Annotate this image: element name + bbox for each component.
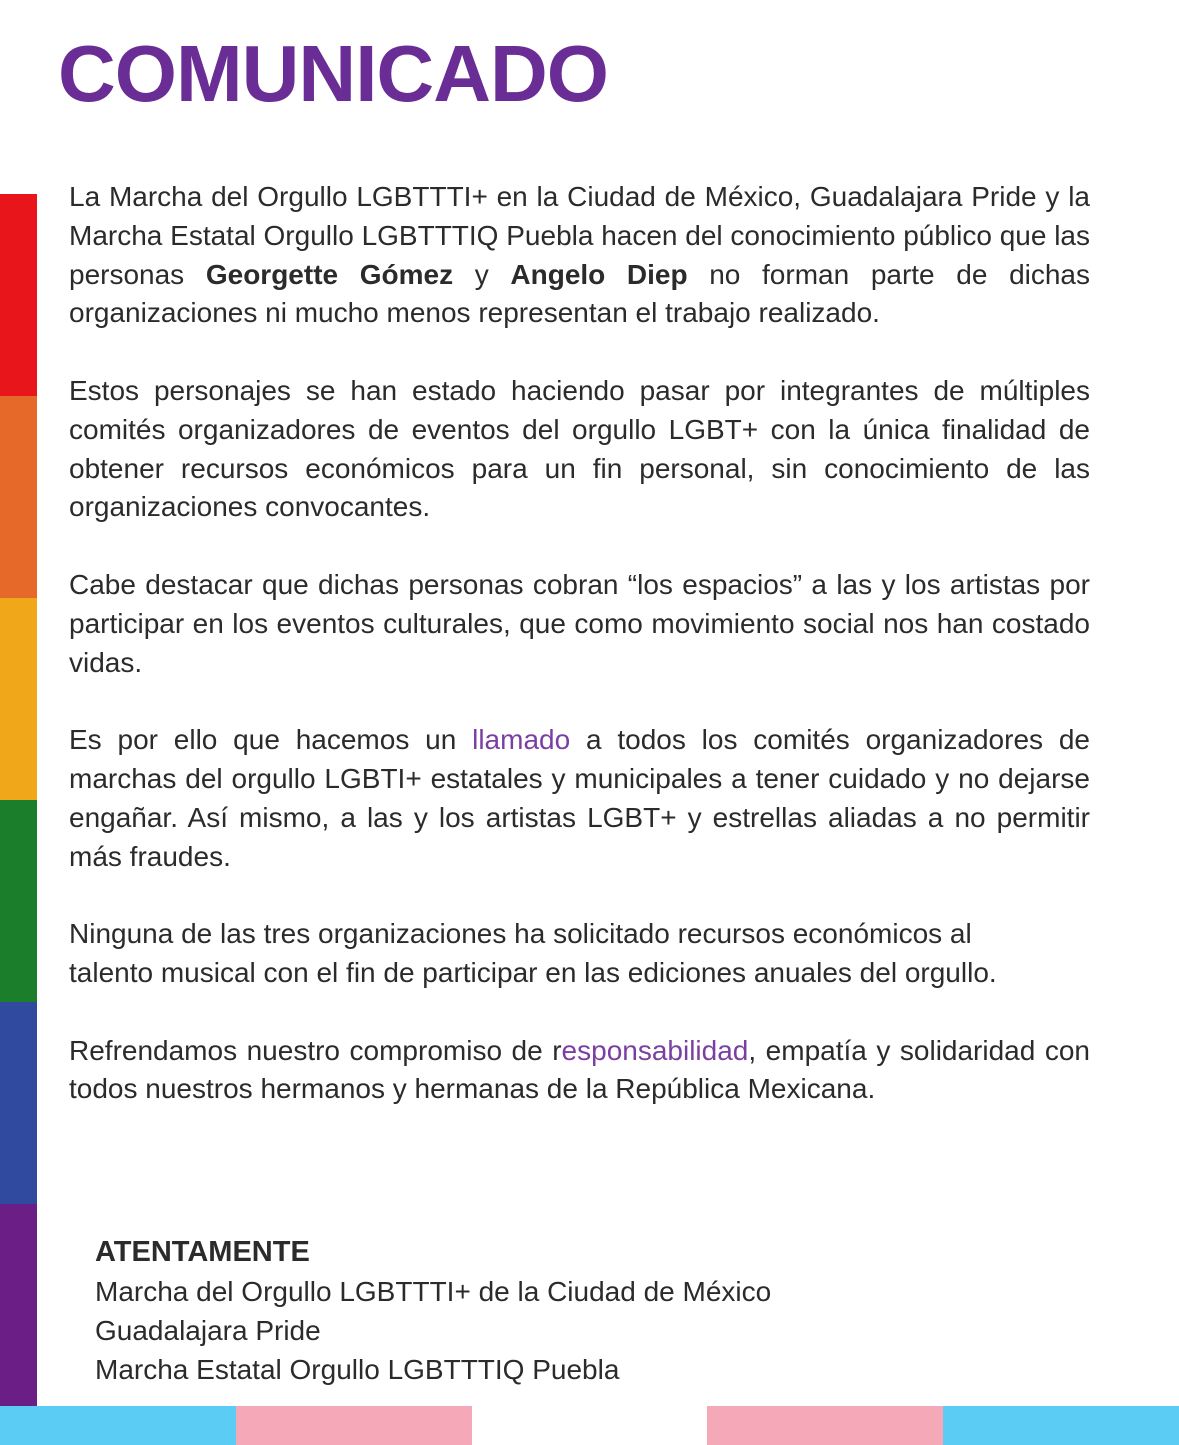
paragraph-3: Cabe destacar que dichas personas cobran “los espacios” a las y los artistas por participar en los eventos culturales, que como movimiento social nos han costado vidas. bbox=[69, 568, 1090, 678]
rainbow-red-band bbox=[0, 194, 37, 396]
rainbow-flag-stripe bbox=[0, 194, 37, 1406]
rainbow-green-band bbox=[0, 800, 37, 1002]
rainbow-purple-band bbox=[0, 1204, 37, 1406]
signoff-org-puebla: Marcha Estatal Orgullo LGBTTTIQ Puebla bbox=[95, 1354, 620, 1385]
paragraph-6 bbox=[69, 1032, 1090, 1110]
rainbow-yellow-band bbox=[0, 598, 37, 800]
paragraph-5 bbox=[69, 915, 1090, 993]
paragraph-6-text-b: , empatía y solidaridad con todos nuestros hermanos y hermanas de la República Mexicana. bbox=[69, 1034, 1090, 1105]
paragraph-2: Estos personajes se han estado haciendo pasar por integrantes de múltiples comités organizadores de eventos del orgullo LGBT+ con la única finalidad de obtener recursos económicos para un fin personal, sin conocimiento de las organizaciones convocantes. bbox=[69, 374, 1090, 523]
paragraph-1-text-a: La Marcha del Orgullo LGBTTTI+ en la Ciudad de México, Guadalajara Pride y la Marcha Estatal Orgullo LGBTTTIQ Puebla hacen del conocimiento público que las personas bbox=[69, 181, 1090, 290]
trans-flag-white-band bbox=[472, 1406, 708, 1445]
paragraph-4-text-a: Es por ello que hacemos un bbox=[69, 724, 473, 756]
paragraph-4-text-b: a todos los comités organizadores de marchas del orgullo LGBTI+ estatales y municipales a tener cuidado y no dejarse engañar. Así mismo, a las y los artistas LGBT+ y estrellas aliadas a no permitir más fraudes. bbox=[69, 724, 1090, 872]
rainbow-blue-band bbox=[0, 1002, 37, 1204]
paragraph-1 bbox=[69, 178, 1090, 333]
paragraph-1-text-c: no forman parte de dichas organizaciones ni mucho menos representan el trabajo realizado. bbox=[69, 258, 1091, 329]
llamado-link[interactable]: llamado bbox=[472, 724, 571, 756]
person-name-angelo: Angelo Diep bbox=[510, 258, 688, 290]
signoff-org-cdmx: Marcha del Orgullo LGBTTTI+ de la Ciudad de México bbox=[95, 1276, 772, 1307]
trans-flag-stripe bbox=[0, 1406, 1179, 1445]
signoff-heading: ATENTAMENTE bbox=[95, 1236, 310, 1268]
trans-flag-blue-band bbox=[0, 1406, 236, 1445]
paragraph-5-line-2: talento musical con el fin de participar en las ediciones anuales del orgullo. bbox=[69, 956, 997, 988]
trans-flag-pink-band bbox=[236, 1406, 472, 1445]
rainbow-orange-band bbox=[0, 396, 37, 598]
person-name-georgette: Georgette Gómez bbox=[205, 258, 454, 290]
paragraph-5-line-1: Ninguna de las tres organizaciones ha solicitado recursos económicos al bbox=[69, 918, 972, 950]
trans-flag-blue-band bbox=[943, 1406, 1179, 1445]
paragraph-4 bbox=[69, 721, 1090, 876]
responsabilidad-link[interactable]: esponsabilidad bbox=[561, 1034, 749, 1066]
signature-block bbox=[95, 1233, 771, 1389]
paragraph-1-text-b: y bbox=[453, 258, 511, 290]
signoff-org-guadalajara: Guadalajara Pride bbox=[95, 1315, 321, 1346]
statement-body bbox=[69, 178, 1090, 1148]
paragraph-6-text-a: Refrendamos nuestro compromiso de r bbox=[69, 1034, 562, 1066]
trans-flag-pink-band bbox=[707, 1406, 943, 1445]
page-title: COMUNICADO bbox=[58, 29, 608, 118]
